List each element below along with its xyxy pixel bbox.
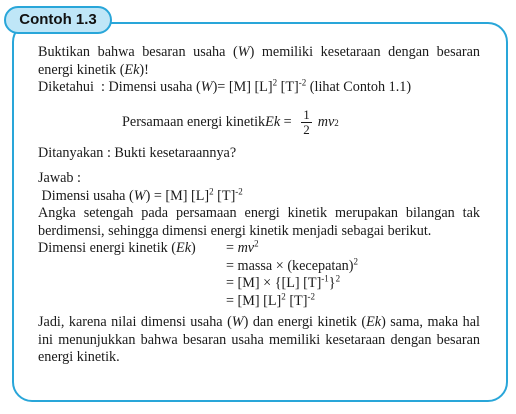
derivation-label: Dimensi energi kinetik (Ek) <box>38 240 196 256</box>
derivation-step-3: = [M] × {[L] $[T]^{-1}\}^2$ <box>226 273 341 291</box>
one-half-fraction: $\frac{1}{2}$ <box>303 107 310 137</box>
kinetic-energy-formula: Persamaan energi kinetik Ek = $\frac{1}{2}$ mv 2 <box>122 107 339 137</box>
kinetic-dimension-derivation <box>38 240 480 310</box>
example-title-tab: Contoh 1.3 <box>4 6 112 34</box>
half-explanation: Angka setengah pada persamaan energi kinetik merupakan bilangan tak berdimensi, sehingga dimensi energi kinetik menjadi sebagai berikut. <box>38 205 480 239</box>
derivation-step-1: = $mv^2$ <box>226 238 259 256</box>
conclusion-paragraph: Jadi, karena nilai dimensi usaha (W) dan energi kinetik (Ek) sama, maka hal ini menunjukkan bahwa besaran usaha memiliki kesetaraan dengan besaran energi kinetik. <box>38 314 480 365</box>
problem-statement: Buktikan bahwa besaran usaha (W) memiliki kesetaraan dengan besaran energi kinetik (Ek)! <box>38 44 480 78</box>
derivation-step-4: = [M] $[L]^2$ $[T]^{-2}$ <box>226 290 315 309</box>
asked-line: Ditanyakan : Bukti kesetaraannya? <box>38 144 237 161</box>
work-dimension-line: Dimensi usaha (W) = [M] $[L]^2$ $[T]^{-2}$ <box>38 185 243 204</box>
derivation-step-2: = massa × (kecepatan)$^2$ <box>226 255 358 274</box>
example-content <box>38 44 480 367</box>
given-line: Diketahui : Dimensi usaha (W)= [M] $[L]^2$ $[T]^{-2}$ (lihat Contoh 1.1) <box>38 77 412 95</box>
answer-label: Jawab : <box>38 170 81 186</box>
